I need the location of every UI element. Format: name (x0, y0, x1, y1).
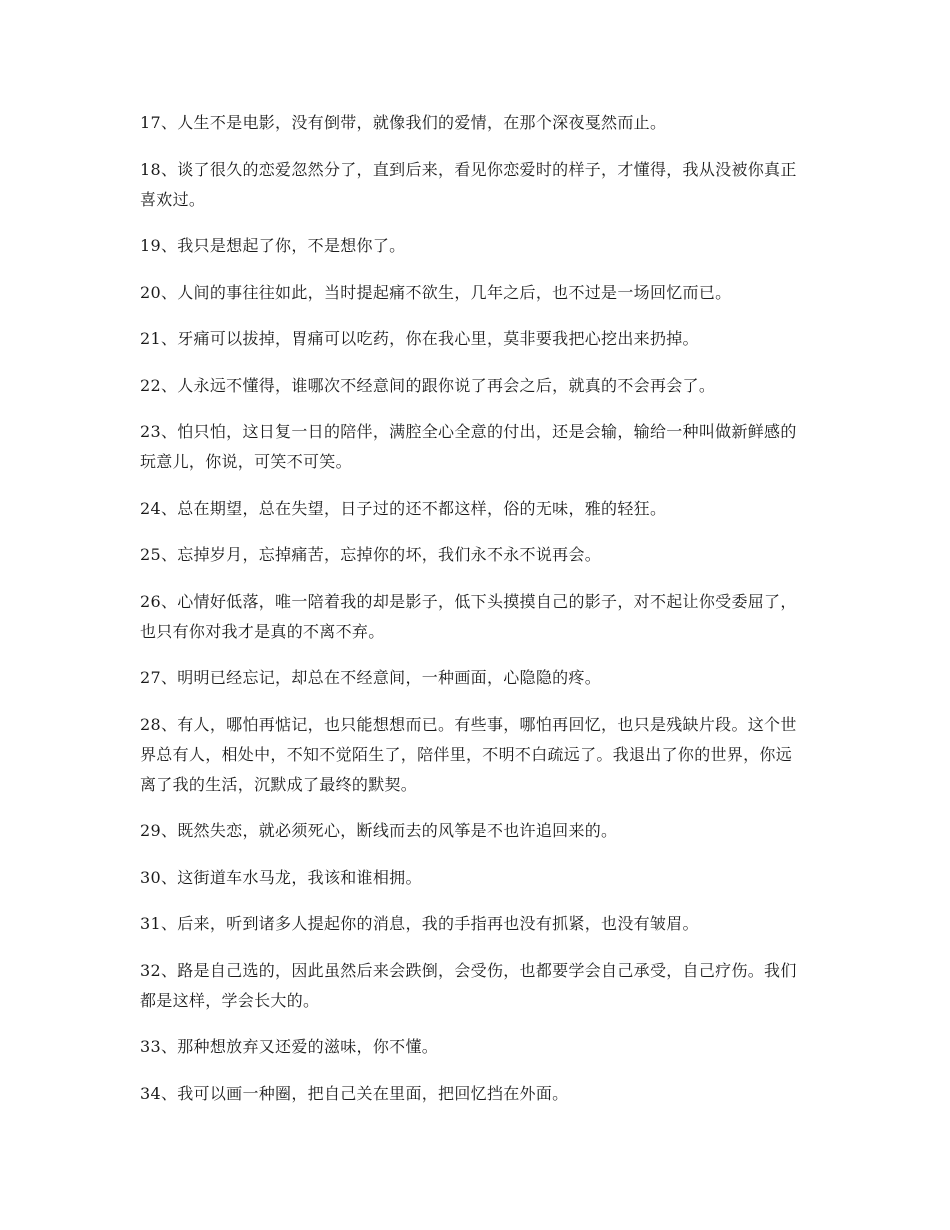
paragraph-23: 23、怕只怕，这日复一日的陪伴，满腔全心全意的付出，还是会输，输给一种叫做新鲜感的玩意儿，你说，可笑不可笑。 (140, 422, 797, 471)
paragraph-32: 32、路是自己选的，因此虽然后来会跌倒，会受伤，也都要学会自己承受，自己疗伤。我们都是这样，学会长大的。 (140, 960, 797, 1010)
paragraph-20: 20、人间的事往往如此，当时提起痛不欲生，几年之后，也不过是一场回忆而已。 (140, 282, 732, 302)
document-page (140, 108, 808, 1125)
paragraph-28: 28、有人，哪怕再惦记，也只能想想而已。有些事，哪怕再回忆，也只是残缺片段。这个世界总有人，相处中，不知不觉陌生了，陪伴里，不明不白疏远了。我退出了你的世界，你远离了我的生活，沉默成了最终的默契。 (140, 714, 797, 794)
paragraph-30: 30、这街道车水马龙，我该和谁相拥。 (140, 867, 422, 887)
paragraph-17: 17、人生不是电影，没有倒带，就像我们的爱情，在那个深夜戛然而止。 (140, 113, 667, 132)
paragraph-27: 27、明明已经忘记，却总在不经意间，一种画面，心隐隐的疼。 (140, 668, 602, 687)
paragraph-25: 25、忘掉岁月，忘掉痛苦，忘掉你的坏，我们永不永不说再会。 (140, 545, 602, 564)
paragraph-33: 33、那种想放弃又还爱的滋味，你不懂。 (140, 1037, 439, 1056)
paragraph-22: 22、人永远不懂得，谁哪次不经意间的跟你说了再会之后，就真的不会再会了。 (140, 375, 716, 395)
paragraph-19: 19、我只是想起了你，不是想你了。 (140, 236, 406, 255)
paragraph-21: 21、牙痛可以拔掉，胃痛可以吃药，你在我心里，莫非要我把心挖出来扔掉。 (140, 329, 699, 348)
paragraph-18: 18、谈了很久的恋爱忽然分了，直到后来，看见你恋爱时的样子，才懂得，我从没被你真正喜欢过。 (140, 159, 797, 209)
paragraph-29: 29、既然失恋，就必须死心，断线而去的风筝是不也许追回来的。 (140, 821, 618, 840)
paragraph-26: 26、心情好低落，唯一陪着我的却是影子，低下头摸摸自己的影子，对不起让你受委屈了，也只有你对我才是真的不离不弃。 (140, 591, 797, 641)
paragraph-34: 34、我可以画一种圈，把自己关在里面，把回忆挡在外面。 (140, 1083, 569, 1103)
paragraph-24: 24、总在期望，总在失望，日子过的还不都这样，俗的无味，雅的轻狂。 (140, 498, 667, 518)
paragraph-31: 31、后来，听到诸多人提起你的消息，我的手指再也没有抓紧，也没有皱眉。 (140, 914, 699, 933)
